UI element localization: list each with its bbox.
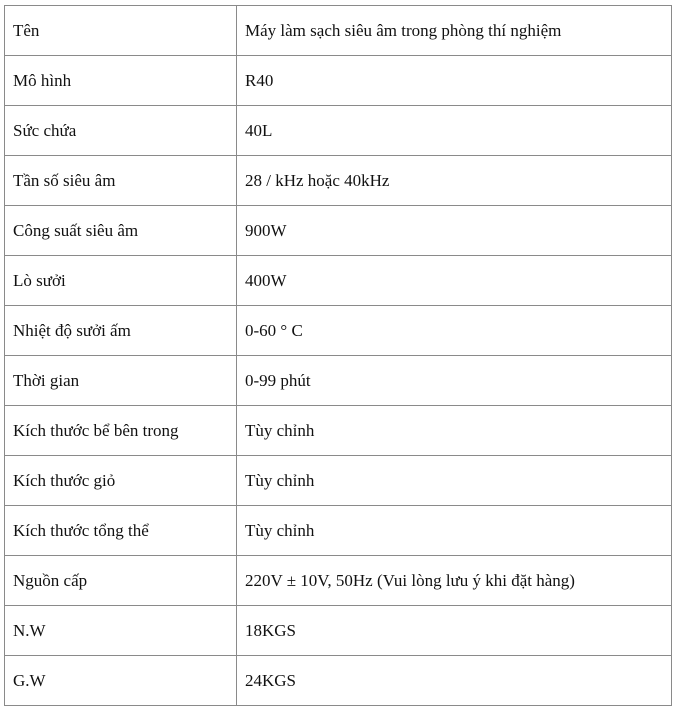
spec-label: G.W	[5, 656, 237, 706]
spec-value: 24KGS	[237, 656, 672, 706]
spec-value: R40	[237, 56, 672, 106]
spec-value: 28 / kHz hoặc 40kHz	[237, 156, 672, 206]
spec-value: 18KGS	[237, 606, 672, 656]
table-row	[5, 306, 672, 356]
table-row	[5, 606, 672, 656]
spec-value: 0-99 phút	[237, 356, 672, 406]
table-row	[5, 506, 672, 556]
spec-value: 40L	[237, 106, 672, 156]
spec-label: Nhiệt độ sưởi ấm	[5, 306, 237, 356]
spec-label: Kích thước tổng thể	[5, 506, 237, 556]
spec-value: Máy làm sạch siêu âm trong phòng thí nghiệm	[237, 6, 672, 56]
spec-label: Mô hình	[5, 56, 237, 106]
table-row	[5, 6, 672, 56]
table-row	[5, 206, 672, 256]
table-row	[5, 156, 672, 206]
spec-value: Tùy chỉnh	[237, 456, 672, 506]
table-row	[5, 656, 672, 706]
spec-label: Tần số siêu âm	[5, 156, 237, 206]
spec-label: Thời gian	[5, 356, 237, 406]
spec-value: Tùy chỉnh	[237, 406, 672, 456]
table-row	[5, 356, 672, 406]
spec-label: Công suất siêu âm	[5, 206, 237, 256]
table-row	[5, 456, 672, 506]
spec-label: N.W	[5, 606, 237, 656]
table-row	[5, 56, 672, 106]
spec-value: 900W	[237, 206, 672, 256]
spec-value: 220V ± 10V, 50Hz (Vui lòng lưu ý khi đặt hàng)	[237, 556, 672, 606]
spec-label: Lò sưởi	[5, 256, 237, 306]
table-row	[5, 106, 672, 156]
spec-label: Sức chứa	[5, 106, 237, 156]
table-row	[5, 556, 672, 606]
spec-value: 0-60 ° C	[237, 306, 672, 356]
spec-table-body	[5, 6, 672, 706]
table-row	[5, 256, 672, 306]
spec-label: Nguồn cấp	[5, 556, 237, 606]
spec-value: 400W	[237, 256, 672, 306]
spec-label: Tên	[5, 6, 237, 56]
spec-label: Kích thước bể bên trong	[5, 406, 237, 456]
spec-value: Tùy chỉnh	[237, 506, 672, 556]
spec-label: Kích thước giỏ	[5, 456, 237, 506]
spec-table	[4, 5, 672, 706]
table-row	[5, 406, 672, 456]
